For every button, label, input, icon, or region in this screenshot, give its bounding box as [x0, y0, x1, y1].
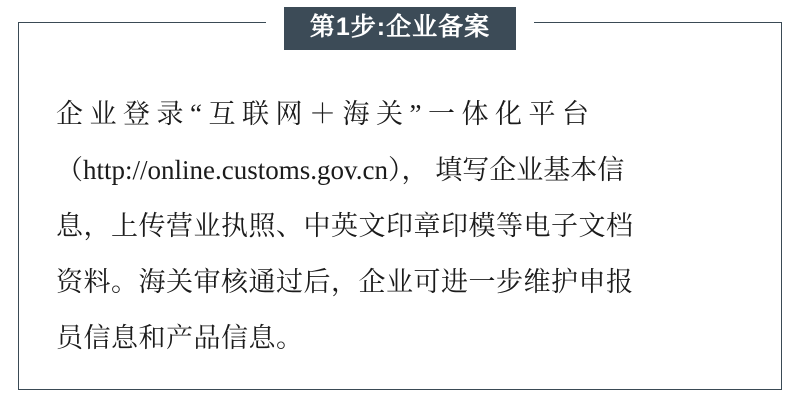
body-line-5: 员信息和产品信息。: [56, 323, 304, 353]
step-title: 第1步:企业备案: [284, 7, 516, 50]
body-line-2: （http://online.customs.gov.cn）， 填写企业基本信: [56, 155, 625, 185]
body-line-3: 息，上传营业执照、中英文印章印模等电子文档: [56, 211, 634, 241]
body-line-1: 企业登录“互联网＋海关”一体化平台: [56, 99, 596, 129]
body-line-4: 资料。海关审核通过后，企业可进一步维护申报: [56, 267, 634, 297]
step-body: [56, 86, 746, 366]
